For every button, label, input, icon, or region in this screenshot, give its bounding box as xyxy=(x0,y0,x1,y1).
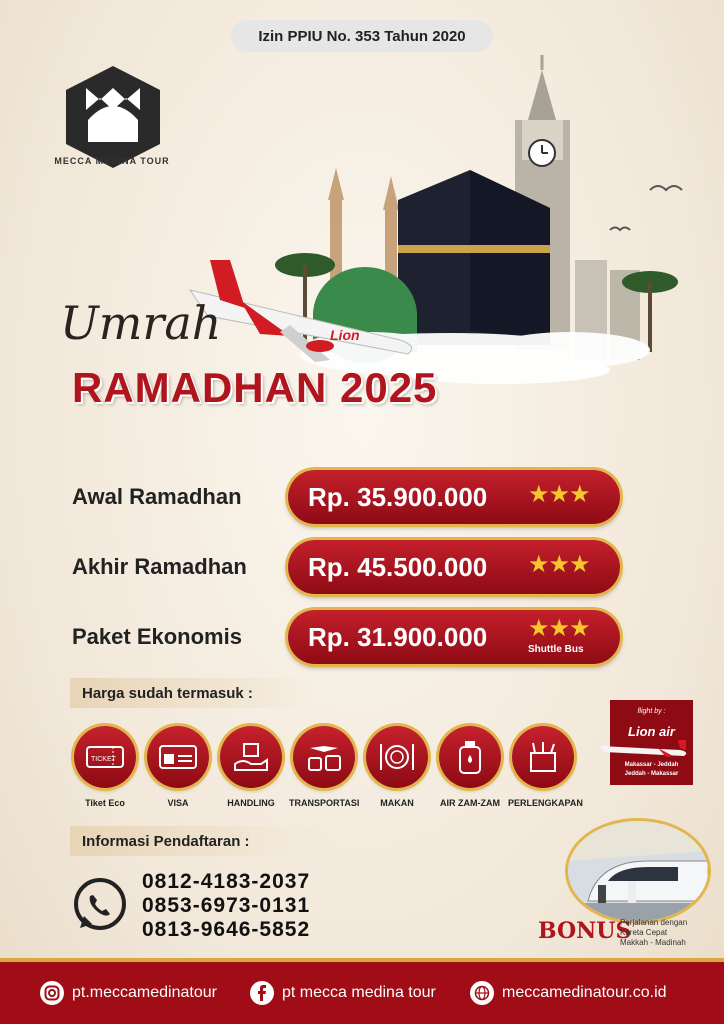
globe-icon xyxy=(470,981,494,1005)
high-speed-train-photo xyxy=(565,818,711,924)
bonus-desc-line: Kereta Cepat xyxy=(620,928,668,937)
bonus-desc-line: Perjalanan dengan xyxy=(620,918,688,927)
feature-zamzam xyxy=(435,726,505,808)
equipment-icon xyxy=(525,739,561,775)
package-label: Akhir Ramadhan xyxy=(72,554,247,579)
feature-equipment xyxy=(508,726,583,808)
feature-label: AIR ZAM-ZAM xyxy=(440,798,500,808)
feature-label: MAKAN xyxy=(380,798,414,808)
package-row-awal xyxy=(0,470,724,526)
package-note: Shuttle Bus xyxy=(528,644,584,655)
instagram-icon xyxy=(40,981,64,1005)
title-script: Umrah xyxy=(60,296,222,350)
water-bottle-icon xyxy=(455,739,485,775)
meal-icon xyxy=(377,740,417,774)
feature-meal xyxy=(362,726,432,808)
package-row-ekonomis xyxy=(0,610,724,666)
bonus-label: BONUS xyxy=(538,918,632,944)
title-main: RAMADHAN 2025 xyxy=(72,364,438,411)
handling-icon xyxy=(231,740,271,774)
instagram-link[interactable] xyxy=(40,980,217,1006)
includes-title: Harga sudah termasuk : xyxy=(70,678,312,708)
package-row-akhir xyxy=(0,540,724,596)
license-badge: Izin PPIU No. 353 Tahun 2020 xyxy=(231,20,493,52)
facebook-link[interactable] xyxy=(250,980,436,1006)
price-badge xyxy=(288,470,620,524)
star-rating-icon: ★★★ xyxy=(528,481,590,508)
flight-route-out: Makassar - Jeddah xyxy=(624,762,679,768)
flight-info-box xyxy=(610,700,693,785)
brand-name: MECCA MEDINA TOUR xyxy=(54,156,170,166)
package-price: Rp. 35.900.000 xyxy=(308,482,488,512)
package-price: Rp. 31.900.000 xyxy=(308,622,488,652)
star-rating-icon: ★★★ xyxy=(528,551,590,578)
visa-card-icon xyxy=(158,742,198,772)
price-badge xyxy=(288,540,620,594)
feature-label: Tiket Eco xyxy=(85,798,125,808)
airplane-icon xyxy=(598,736,698,758)
feature-transport xyxy=(289,726,359,808)
facebook-name: pt mecca medina tour xyxy=(282,984,436,1001)
svg-text:TICKET: TICKET xyxy=(91,756,116,763)
package-price: Rp. 45.500.000 xyxy=(308,552,488,582)
ticket-icon xyxy=(85,742,125,772)
footer-bar xyxy=(0,962,724,1024)
flight-by-label: flight by : xyxy=(637,708,666,715)
registration-title: Informasi Pendaftaran : xyxy=(70,826,332,856)
price-badge xyxy=(288,610,620,664)
feature-visa xyxy=(143,726,213,808)
website-url: meccamedinatour.co.id xyxy=(502,984,667,1001)
star-rating-icon: ★★★ xyxy=(528,615,590,642)
package-label: Paket Ekonomis xyxy=(72,624,242,649)
package-label: Awal Ramadhan xyxy=(72,484,242,509)
website-link[interactable] xyxy=(470,980,667,1006)
feature-handling xyxy=(216,726,286,808)
facebook-icon xyxy=(250,981,274,1005)
feature-ticket xyxy=(70,726,140,808)
whatsapp-icon xyxy=(70,876,130,936)
phone-number[interactable]: 0812-4183-2037 xyxy=(142,870,311,893)
flight-route-return: Jeddah - Makassar xyxy=(624,771,679,777)
transport-icon xyxy=(304,740,344,774)
svg-text:Lion: Lion xyxy=(330,327,360,343)
instagram-handle: pt.meccamedinatour xyxy=(72,984,217,1001)
bonus-desc-line: Makkah - Madinah xyxy=(620,938,686,947)
bonus-description xyxy=(620,918,687,948)
feature-label: HANDLING xyxy=(227,798,275,808)
feature-label: TRANSPORTASI xyxy=(289,798,360,808)
feature-label: PERLENGKAPAN xyxy=(508,798,583,808)
phone-number[interactable]: 0853-6973-0131 xyxy=(142,894,311,917)
airline-logo: Lion air xyxy=(628,724,675,739)
phone-number[interactable]: 0813-9646-5852 xyxy=(142,918,311,941)
feature-label: VISA xyxy=(167,798,189,808)
